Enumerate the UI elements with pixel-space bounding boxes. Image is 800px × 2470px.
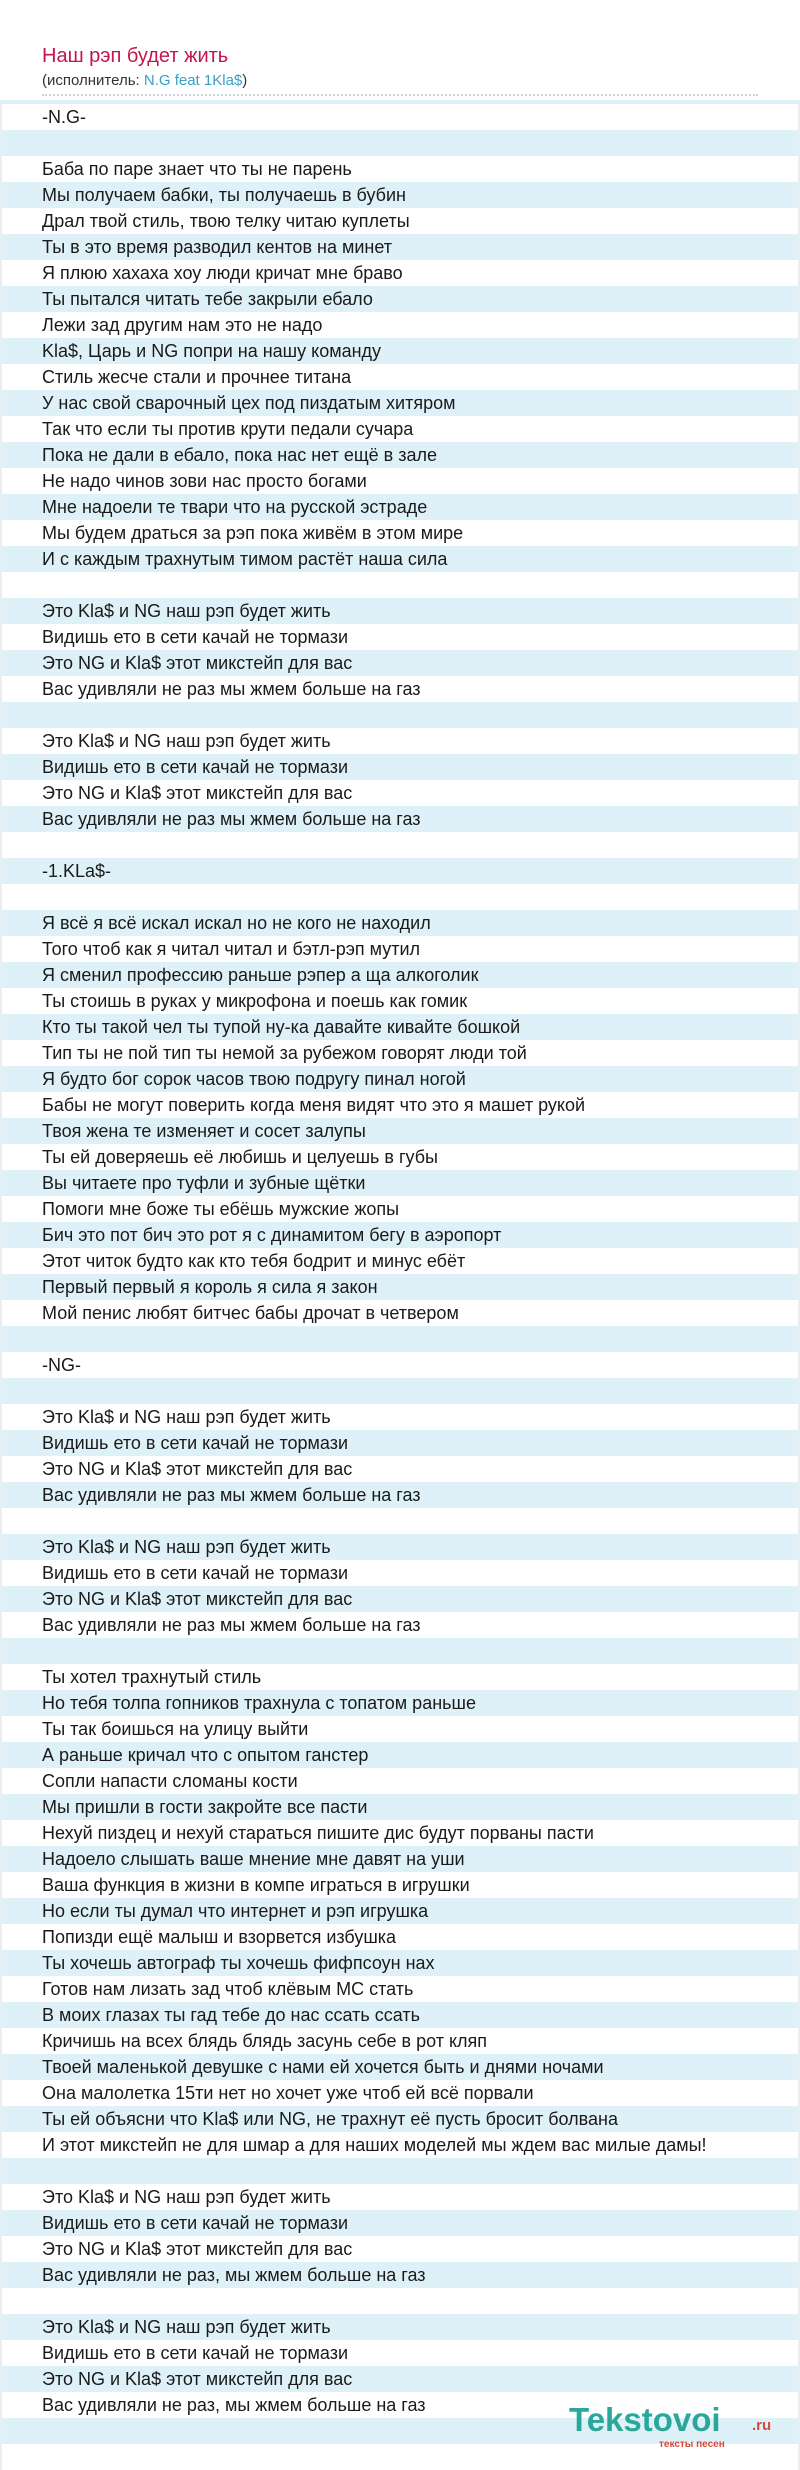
logo-text: Tekstovoi — [569, 2401, 721, 2438]
lyric-line — [42, 2158, 782, 2184]
lyric-line: Того чтоб как я читал читал и бэтл-рэп мутил — [42, 939, 421, 959]
lyric-line: Этот читок будто как кто тебя бодрит и минус ебёт — [42, 1251, 466, 1271]
lyric-line: Вас удивляли не раз мы жмем больше на газ — [42, 679, 421, 699]
lyric-line: У нас свой сварочный цех под пиздатым хитяром — [42, 393, 456, 413]
lyric-line — [42, 1378, 782, 1404]
lyric-line: И с каждым трахнутым тимом растёт наша сила — [42, 549, 448, 569]
lyric-line — [42, 130, 782, 156]
header-divider — [42, 94, 758, 96]
lyric-line: Бабы не могут поверить когда меня видят что это я машет рукой — [42, 1095, 586, 1115]
lyric-line — [42, 1326, 782, 1352]
lyric-line — [42, 1508, 782, 1534]
lyric-line: Но тебя толпа гопников трахнула с топатом раньше — [42, 1693, 476, 1713]
lyric-line: Это Kla$ и NG наш рэп будет жить — [42, 1537, 331, 1557]
lyric-line: Готов нам лизать зад чтоб клёвым МС стать — [42, 1979, 414, 1999]
lyric-line: -1.KLa$- — [42, 861, 112, 881]
lyric-line: Это NG и Kla$ этот микстейп для вас — [42, 1459, 353, 1479]
site-logo[interactable] — [569, 2401, 779, 2455]
lyric-line: Это NG и Kla$ этот микстейп для вас — [42, 2369, 353, 2389]
lyric-line: Она малолетка 15ти нет но хочет уже чтоб ей всё порвали — [42, 2083, 534, 2103]
lyric-line: Вас удивляли не раз мы жмем больше на газ — [42, 1615, 421, 1635]
logo-tagline: тексты песен — [659, 2439, 725, 2450]
lyric-line: Вас удивляли не раз мы жмем больше на газ — [42, 1485, 421, 1505]
lyric-line: И этот микстейп не для шмар а для наших моделей мы ждем вас милые дамы! — [42, 2135, 707, 2155]
lyric-line: Это NG и Kla$ этот микстейп для вас — [42, 653, 353, 673]
lyric-line: Ты хотел трахнутый стиль — [42, 1667, 262, 1687]
lyric-line: Ваша функция в жизни в компе играться в игрушки — [42, 1875, 470, 1895]
lyric-line — [42, 1638, 782, 1664]
lyric-line: Ты в это время разводил кентов на минет — [42, 237, 392, 257]
lyric-line: Сопли напасти сломаны кости — [42, 1771, 298, 1791]
lyric-line: Ты ей доверяешь её любишь и целуешь в губы — [42, 1147, 438, 1167]
lyric-line: Я плюю хахаха хоу люди кричат мне браво — [42, 263, 403, 283]
lyric-line: Не надо чинов зови нас просто богами — [42, 471, 367, 491]
subtitle-prefix: (исполнитель: — [42, 72, 144, 89]
song-title: Наш рэп будет жить — [42, 45, 229, 67]
lyric-line: Драл твой стиль, твою телку читаю куплеты — [42, 211, 410, 231]
lyric-line: Баба по паре знает что ты не парень — [42, 159, 352, 179]
lyric-line: -NG- — [42, 1355, 81, 1375]
lyric-line — [42, 884, 782, 910]
lyric-line: Ты стоишь в руках у микрофона и поешь как гомик — [42, 991, 468, 1011]
lyric-line: Надоело слышать ваше мнение мне давят на уши — [42, 1849, 465, 1869]
lyric-line: Видишь ето в сети качай не тормази — [42, 1563, 349, 1583]
lyric-line: Я всё я всё искал искал но не кого не находил — [42, 913, 431, 933]
lyric-line: -N.G- — [42, 107, 86, 127]
lyric-line: Бич это пот бич это рот я с динамитом бегу в аэропорт — [42, 1225, 502, 1245]
lyric-line: Видишь ето в сети качай не тормази — [42, 757, 349, 777]
lyric-line: Но если ты думал что интернет и рэп игрушка — [42, 1901, 429, 1921]
lyric-line — [42, 832, 782, 858]
lyric-line: Так что если ты против крути педали сучара — [42, 419, 414, 439]
lyric-line: Мой пенис любят битчес бабы дрочат в четвером — [42, 1303, 459, 1323]
lyric-line: Первый первый я король я сила я закон — [42, 1277, 378, 1297]
lyric-line: Мы получаем бабки, ты получаешь в бубин — [42, 185, 406, 205]
lyric-line: Вас удивляли не раз мы жмем больше на газ — [42, 809, 421, 829]
lyric-line: Видишь ето в сети качай не тормази — [42, 627, 349, 647]
lyric-line: Лежи зад другим нам это не надо — [42, 315, 323, 335]
lyric-line: Пока не дали в ебало, пока нас нет ещё в зале — [42, 445, 438, 465]
lyric-line: Это Kla$ и NG наш рэп будет жить — [42, 601, 331, 621]
lyric-line: Это NG и Kla$ этот микстейп для вас — [42, 783, 353, 803]
lyric-line: Нехуй пиздец и нехуй стараться пишите дис будут порваны пасти — [42, 1823, 594, 1843]
lyric-line: В моих глазах ты гад тебе до нас ссать ссать — [42, 2005, 420, 2025]
lyric-line: Кто ты такой чел ты тупой ну-ка давайте кивайте бошкой — [42, 1017, 521, 1037]
lyric-line: Kla$, Царь и NG попри на нашу команду — [42, 341, 382, 361]
lyric-line: Ты ей объясни что Kla$ или NG, не трахнут её пусть бросит болвана — [42, 2109, 618, 2129]
lyric-line: Это Kla$ и NG наш рэп будет жить — [42, 1407, 331, 1427]
lyric-line: Это Kla$ и NG наш рэп будет жить — [42, 731, 331, 751]
lyric-line: Видишь ето в сети качай не тормази — [42, 2343, 349, 2363]
lyric-line — [42, 572, 782, 598]
lyric-line: Вас удивляли не раз, мы жмем больше на газ — [42, 2395, 426, 2415]
lyric-line: Мы пришли в гости закройте все пасти — [42, 1797, 368, 1817]
lyric-line: Ты пытался читать тебе закрыли ебало — [42, 289, 373, 309]
lyric-line: Это NG и Kla$ этот микстейп для вас — [42, 2239, 353, 2259]
lyric-line: Попизди ещё малыш и взорвется избушка — [42, 1927, 397, 1947]
lyric-line: Мне надоели те твари что на русской эстраде — [42, 497, 428, 517]
lyric-line: Видишь ето в сети качай не тормази — [42, 2213, 349, 2233]
lyric-line: Я будто бог сорок часов твою подругу пинал ногой — [42, 1069, 466, 1089]
lyric-line: Твоя жена те изменяет и сосет залупы — [42, 1121, 366, 1141]
lyrics-body — [42, 104, 782, 2418]
lyric-line: Ты так боишься на улицу выйти — [42, 1719, 309, 1739]
lyric-line: Мы будем драться за рэп пока живём в этом мире — [42, 523, 464, 543]
lyric-line: Это Kla$ и NG наш рэп будет жить — [42, 2317, 331, 2337]
lyric-line: Кричишь на всех блядь блядь засунь себе в рот кляп — [42, 2031, 488, 2051]
song-subtitle — [42, 72, 247, 90]
artist-link[interactable]: N.G feat 1Kla$ — [143, 72, 243, 89]
lyric-line: Вас удивляли не раз, мы жмем больше на газ — [42, 2265, 426, 2285]
song-header — [0, 0, 800, 100]
lyric-line: Помоги мне боже ты ебёшь мужские жопы — [42, 1199, 400, 1219]
lyric-line: Твоей маленькой девушке с нами ей хочется быть и днями ночами — [42, 2057, 604, 2077]
lyric-line: А раньше кричал что с опытом ганстер — [42, 1745, 369, 1765]
logo-domain-suffix: .ru — [752, 2417, 772, 2434]
lyric-line: Я сменил профессию раньше рэпер а ща алкоголик — [42, 965, 479, 985]
lyric-line: Ты хочешь автограф ты хочешь фифпсоун нах — [42, 1953, 435, 1973]
lyric-line: Видишь ето в сети качай не тормази — [42, 1433, 349, 1453]
lyric-line — [42, 702, 782, 728]
lyric-line: Вы читаете про туфли и зубные щётки — [42, 1173, 366, 1193]
subtitle-suffix: ) — [242, 72, 248, 89]
lyric-line: Стиль жесче стали и прочнее титана — [42, 367, 352, 387]
lyric-line: Это Kla$ и NG наш рэп будет жить — [42, 2187, 331, 2207]
lyric-line: Тип ты не пой тип ты немой за рубежом говорят люди той — [42, 1043, 527, 1063]
lyric-line: Это NG и Kla$ этот микстейп для вас — [42, 1589, 353, 1609]
lyric-line — [42, 2288, 782, 2314]
